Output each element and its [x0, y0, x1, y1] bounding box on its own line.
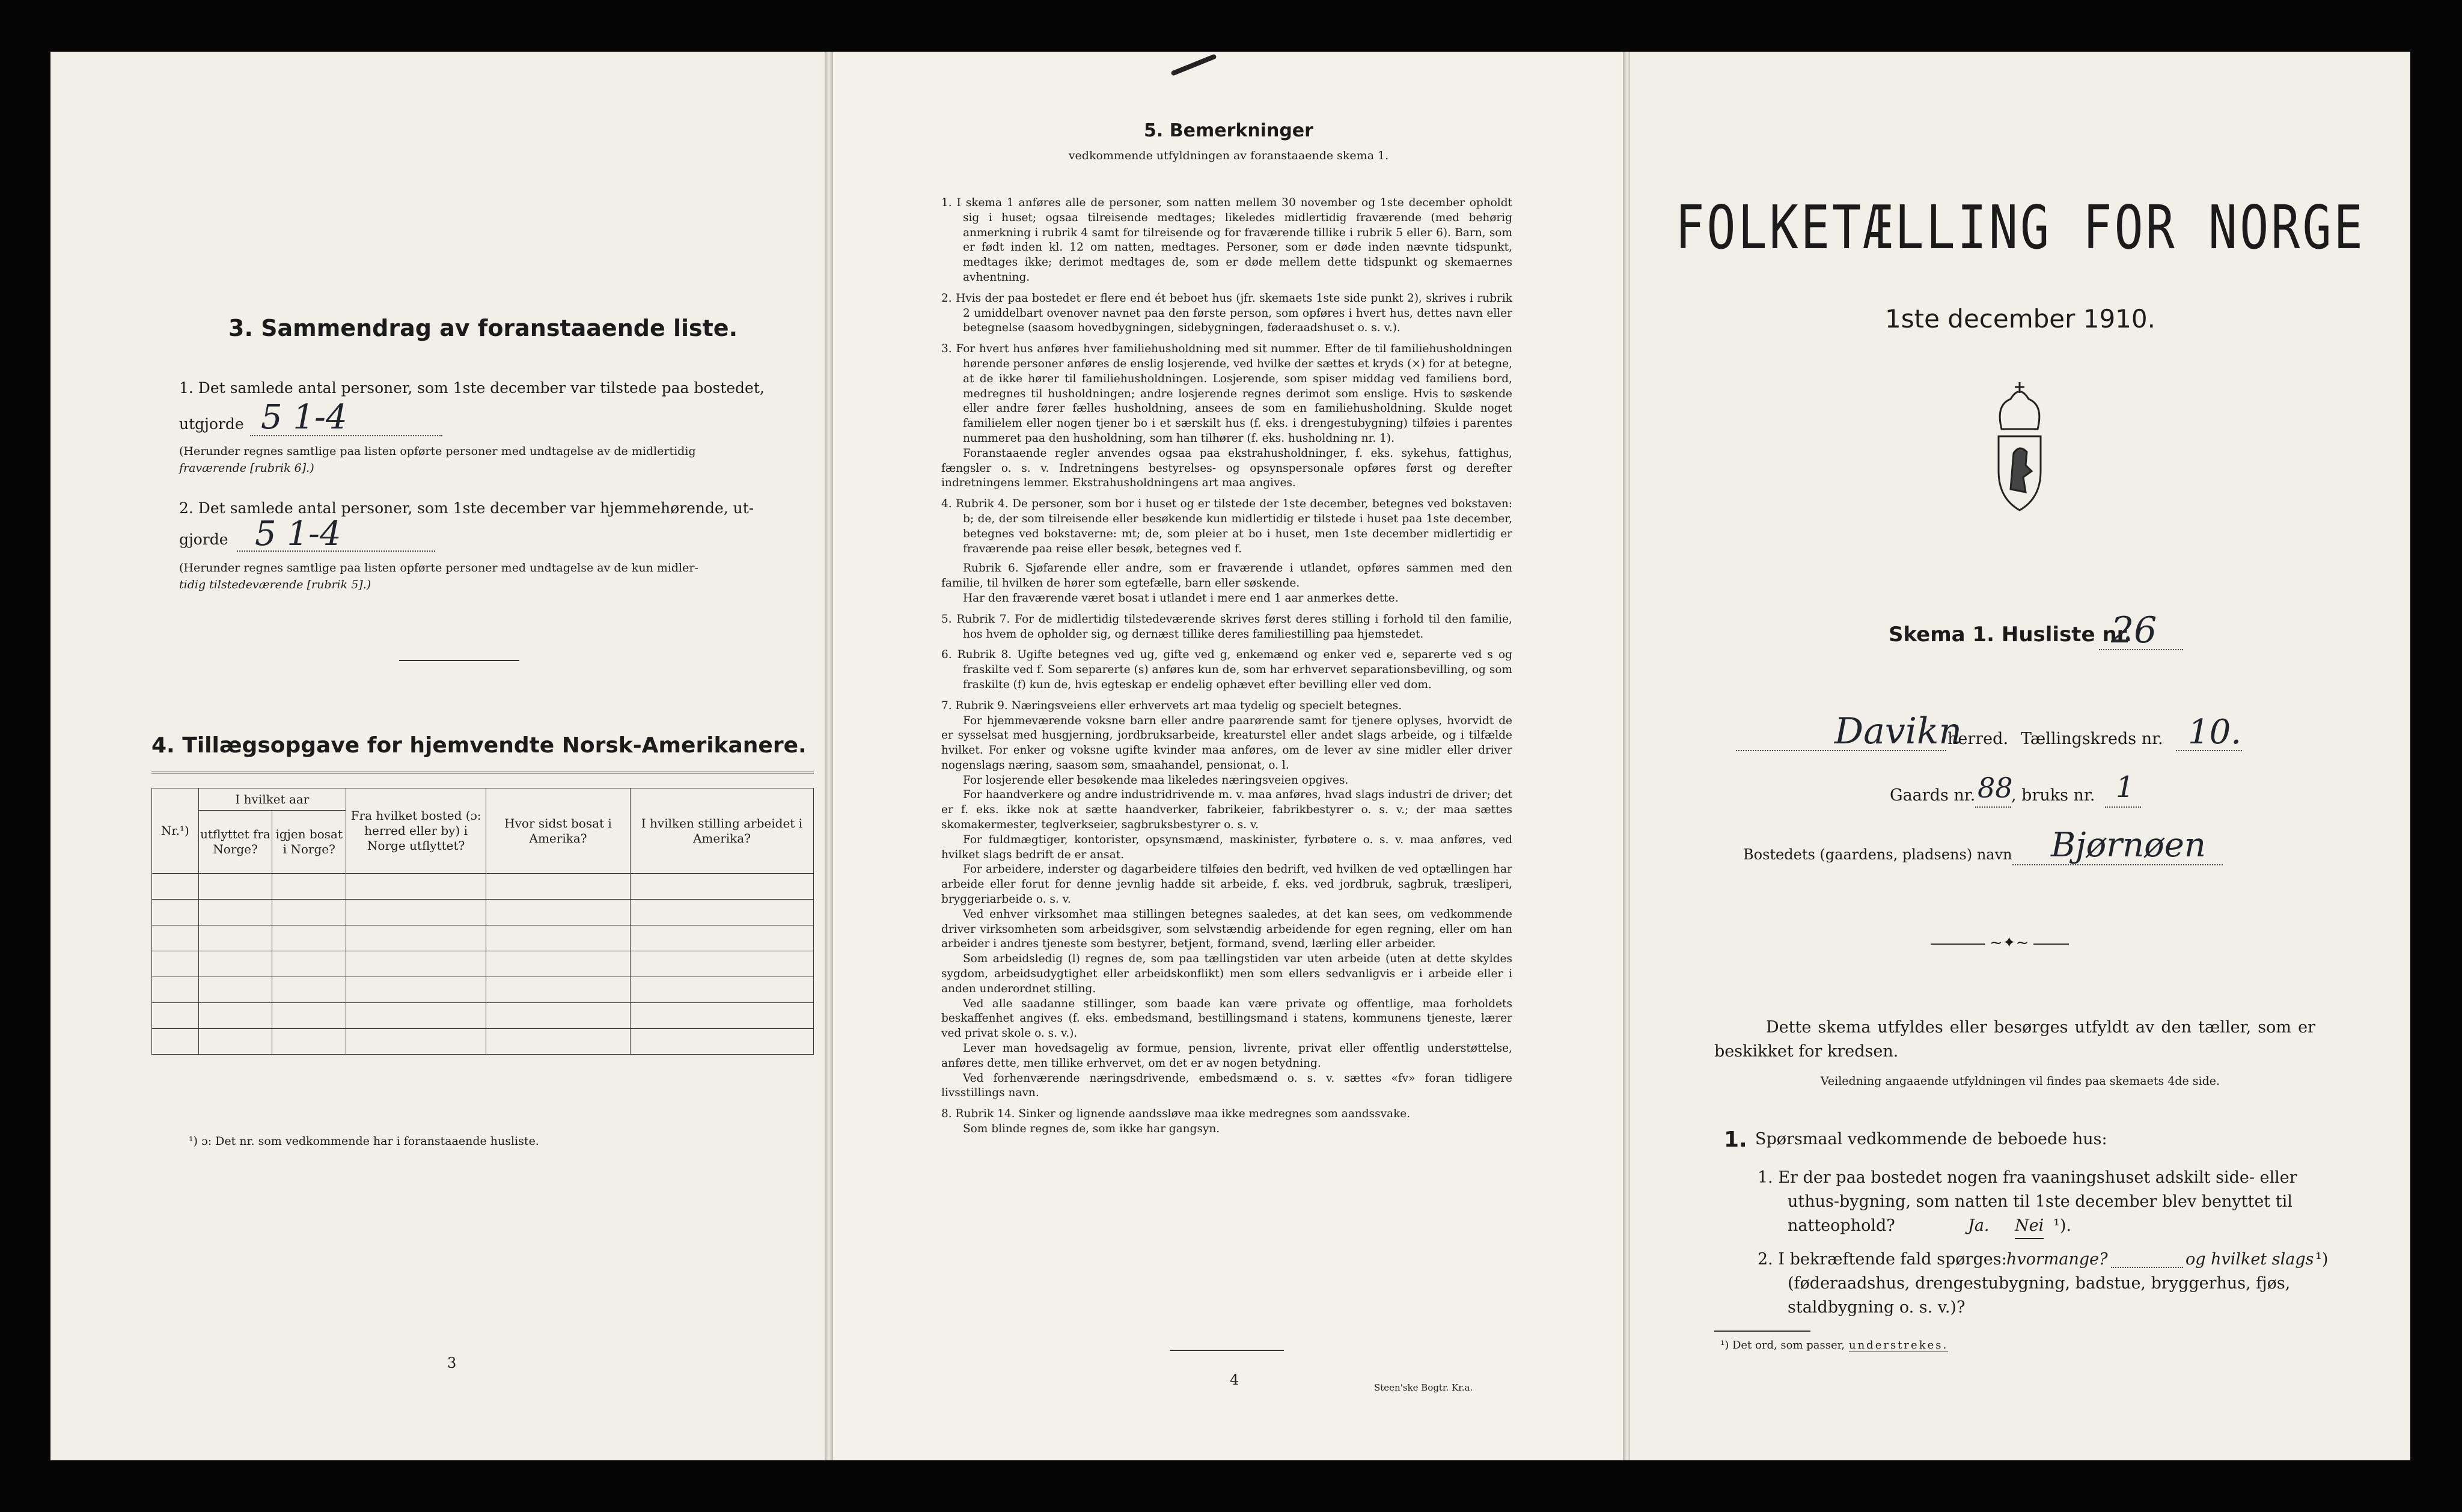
- skema-label: Skema 1. Husliste nr.: [1889, 623, 2132, 647]
- item-2-prefix: gjorde: [179, 531, 228, 548]
- remark-4c: Har den fraværende været bosat i utlandet i mere end 1 aar anmerkes dette.: [963, 591, 1399, 605]
- section-3-title: 3. Sammendrag av foranstaaende liste.: [228, 315, 738, 341]
- th-utflyttet: utflyttet fra Norge?: [198, 811, 272, 874]
- table-footnote: ¹) ɔ: Det nr. som vedkommende har i foranstaaende husliste.: [189, 1135, 539, 1148]
- item-2-note-b: tidig tilstedeværende [rubrik 5].): [179, 578, 371, 591]
- remark-7d: For haandverkere og andre industridrivende m. v. maa anføres, hvad slags industri de driver; det er f. eks. ikke nok at sætte haandverker, fabrikeier, fabrikbestyrer o. s. v.; der maa sættes skomakermester, teglverkseier, sagbruksbestyrer o. s. v.: [941, 788, 1512, 832]
- gaards-handwritten: 88: [1978, 772, 2013, 804]
- item-2-text: 2. Det samlede antal personer, som 1ste december var hjemmehørende, ut-: [179, 499, 754, 517]
- remark-4b: Rubrik 6. Sjøfarende eller andre, som er fraværende i utlandet, opføres sammen med den familie, til hvilken de hører som egtefælle, barn eller søskende.: [941, 562, 1512, 590]
- item-1-prefix: utgjorde: [179, 415, 244, 433]
- table-row: [152, 874, 814, 900]
- table-row: [152, 951, 814, 977]
- remark-4: 4. Rubrik 4. De personer, som bor i huset og er tilstede der 1ste december, betegnes ved bokstaven: b; de, der som tilreisende eller besøkende kun midlertidig er tilstede i huset paa 1ste december, betegnes ved bokstaverne: mt; de, som pleier at bo i huset, men 1ste december midlertidig er fraværende paa reise eller besøk, betegnes ved f.: [941, 498, 1512, 555]
- page-left: [50, 52, 829, 1460]
- footnote-underline: understrekes.: [1849, 1339, 1949, 1352]
- question-head-number: 1.: [1724, 1127, 1747, 1152]
- th-sidst-bosat: Hvor sidst bosat i Amerika?: [486, 788, 631, 874]
- page-number: 3: [447, 1355, 457, 1371]
- remark-2: 2. Hvis der paa bostedet er flere end ét beboet hus (jfr. skemaets 1ste side punkt 2), skrives i rubrik 2 umiddelbart ovenover navnet paa den første person, som opføres i hvert hus, dettes navn eller betegnelse (saasom hovedbygningen, sidebygningen, føderaadshuset o. s. v.).: [941, 291, 1512, 335]
- table-row: [152, 900, 814, 925]
- bruks-dotline: [2105, 806, 2141, 808]
- question-2-slags: og hvilket slags: [2186, 1250, 2314, 1269]
- remark-7f: For arbeidere, inderster og dagarbeidere tilføies den bedrift, ved hvilken de ved optællingen har arbeide eller forut for denne jevnlig hadde sit arbeide, f. eks. ved jordbruk, sagbruk, træsliperi, bryggeriarbeide o. s. v.: [941, 863, 1512, 906]
- remark-7i: Ved alle saadanne stillinger, som baade kan være private og offentlige, maa forholdets beskaffenhet angives (f. eks. embedsmand, bestillingsmand i statens, kommunens tjeneste, lærer ved privat skole o. s. v.).: [941, 997, 1512, 1040]
- answer-nei-underlined: Nei: [2015, 1214, 2044, 1239]
- remarks-end-rule: [1170, 1350, 1284, 1351]
- kreds-label: Tællingskreds nr.: [2021, 730, 2163, 748]
- remark-7k: Ved forhenværende næringsdrivende, embedsmænd o. s. v. sættes «fv» foran tidligere livsstillings navn.: [941, 1072, 1512, 1100]
- bosted-handwritten: Bjørnøen: [2051, 826, 2206, 865]
- remark-3b: Foranstaaende regler anvendes ogsaa paa ekstrahusholdninger, f. eks. sykehus, fattighus, fængsler o. s. v. Indretningens bestyrelses- og opsynspersonale opføres først og derefter indretningens lemmer. Ekstrahusholdningens art maa angives.: [941, 447, 1512, 490]
- remark-3: 3. For hvert hus anføres hver familiehusholdning med sit nummer. Efter de til familiehusholdningen hørende personer anføres de enslig losjerende, ved hvilke der sættes et kryds (×) for at betegne, at de ikke hører til familiehusholdningen. Losjerende, som spiser middag ved familiens bord, medregnes til husholdningen; andre losjerende regnes derimot som enslige. Hvis to søskende eller andre fører fælles husholdning, ansees de som en familiehusholdning. Skulde noget familielem eller nogen tjener bo i et særskilt hus (f. eks. i drengestubygning) tilføies i parentes nummeret paa den husholdning, som han tilhører (f. eks. husholdning nr. 1).: [941, 343, 1512, 445]
- bruks-label: , bruks nr.: [2011, 786, 2095, 805]
- intro-note: Veiledning angaaende utfyldningen vil findes paa skemaets 4de side.: [1820, 1075, 2220, 1088]
- coat-of-arms-icon: [1984, 381, 2056, 516]
- remark-7b: For hjemmeværende voksne barn eller andre paarørende samt for tjenere oplyses, hvorvidt de er sysselsat med husgjerning, jordbruksarbeide, kreaturstel eller andet slags arbeide, og i tilfælde hvilket. For enker og voksne ugifte kvinder maa anføres, om de lever av sine midler eller driver nogenslags næring, saasom søm, smaahandel, pensionat, o. l.: [941, 714, 1512, 772]
- norsk-amerikanere-table: [151, 788, 814, 1055]
- question-head: Spørsmaal vedkommende de beboede hus:: [1755, 1130, 2107, 1148]
- bosted-label: Bostedets (gaardens, pladsens) navn: [1743, 846, 2012, 863]
- ink-mark: [1170, 53, 1217, 76]
- table-row: [152, 925, 814, 951]
- item-1-text: 1. Det samlede antal personer, som 1ste december var tilstede paa bostedet,: [179, 379, 765, 397]
- gaards-label: Gaards nr.: [1890, 786, 1976, 805]
- question-2-hvormange: hvormange?: [2006, 1250, 2108, 1269]
- question-2-detail: (føderaadshus, drengestubygning, badstue, bryggerhus, fjøs, staldbygning o. s. v.)?: [1788, 1274, 2291, 1317]
- gaards-dotline: [1975, 806, 2011, 808]
- remark-7g: Ved enhver virksomhet maa stillingen betegnes saaledes, at det kan sees, om vedkommende driver virksomheten som arbeidsgiver, som selvstændig arbeidende for egen regning, eller om han arbeider i andres tjeneste som bestyrer, betjent, formand, svend, lærling eller arbeider.: [941, 907, 1512, 951]
- footnote: ¹) Det ord, som passer,: [1720, 1339, 1845, 1352]
- remark-1: 1. I skema 1 anføres alle de personer, som natten mellem 30 november og 1ste december opholdt sig i huset; ogsaa tilreisende medtages; likeledes midlertidig fraværende (med behørig anmerkning i rubrik 4 samt for tilreisende og for fraværende tillike i rubrik 5 eller 6). Barn, som er født inden kl. 12 om natten, medtages. Personer, som er døde inden nævnte tidspunkt, medtages ikke; derimot medtages de, som er døde mellem dette tidspunkt og skemaernes avhentning.: [941, 197, 1512, 284]
- th-bosted: Fra hvilket bosted (ɔ: herred eller by) i Norge utflyttet?: [346, 788, 486, 874]
- item-2-handwritten-value: 5 1-4: [255, 514, 341, 553]
- remark-7h: Som arbeidsledig (l) regnes de, som paa tællingstiden var uten arbeide (uten at dette skyldes sygdom, arbeidsudygtighet eller arbeidskonflikt) men som ellers sedvanligvis er i arbeide eller i anden underordnet stilling.: [941, 953, 1512, 995]
- section-divider: [399, 660, 519, 661]
- question-1: 1. Er der paa bostedet nogen fra vaaningshuset adskilt side- eller uthus-bygning, som natten til 1ste december blev benyttet til natteophold?: [1758, 1168, 2297, 1235]
- remark-7: 7. Rubrik 9. Næringsveiens eller erhvervets art maa tydelig og specielt betegnes.: [941, 699, 1402, 712]
- th-nr: Nr.¹): [152, 788, 199, 874]
- question-2: 2. I bekræftende fald spørges:: [1758, 1250, 2007, 1269]
- remark-7e: For fuldmægtiger, kontorister, opsynsmænd, maskinister, fyrbøtere o. s. v. maa anføres, ved hvilket slags bedrift de er ansat.: [941, 833, 1512, 861]
- page-number: 4: [1230, 1371, 1239, 1388]
- item-1-note-b: fraværende [rubrik 6].): [179, 462, 314, 475]
- th-hvilket-aar: I hvilket aar: [198, 788, 346, 811]
- section-4-title: 4. Tillægsopgave for hjemvendte Norsk-Amerikanere.: [151, 733, 807, 758]
- page-right: [1630, 52, 2410, 1460]
- remark-7j: Lever man hovedsagelig av formue, pension, livrente, privat eller offentlig understøttelse, anføres dette, men tillike erhvervet, om det er av nogen betydning.: [941, 1042, 1512, 1070]
- page-middle: [833, 52, 1624, 1460]
- footnote-rule: [1714, 1331, 1810, 1332]
- answer-ja: Ja.: [1968, 1216, 1990, 1235]
- remark-8: 8. Rubrik 14. Sinker og lignende aandssløve maa ikke medregnes som aandssvake.: [941, 1108, 1411, 1121]
- kreds-handwritten: 10.: [2188, 713, 2242, 752]
- remark-7c: For losjerende eller besøkende maa likeledes næringsveien opgives.: [963, 773, 1349, 787]
- intro-text: Dette skema utfyldes eller besørges utfyldt av den tæller, som er beskikket for kredsen.: [1714, 1018, 2315, 1061]
- remark-8b: Som blinde regnes de, som ikke har gangsyn.: [963, 1123, 1220, 1136]
- remarks-subtitle: vedkommende utfyldningen av foranstaaende skema 1.: [1068, 149, 1389, 162]
- item-1-handwritten-value: 5 1-4: [261, 398, 347, 437]
- item-2-note-a: (Herunder regnes samtlige paa listen opførte personer med undtagelse av de kun midler-: [179, 561, 698, 575]
- table-row: [152, 1029, 814, 1055]
- remark-5: 5. Rubrik 7. For de midlertidig tilstedeværende skrives først deres stilling i forhold til den familie, hos hvem de opholder sig, og dernæst tillike deres familiestilling paa hjemstedet.: [941, 612, 1512, 641]
- table-top-rule: [151, 772, 814, 773]
- printer-imprint: Steen'ske Bogtr. Kr.a.: [1374, 1382, 1473, 1393]
- remarks-body: [941, 196, 1512, 1137]
- husliste-handwritten: 26: [2111, 609, 2157, 651]
- page-fold: [825, 52, 833, 1460]
- th-stilling: I hvilken stilling arbeidet i Amerika?: [630, 788, 813, 874]
- bruks-handwritten: 1: [2116, 770, 2134, 804]
- census-date: 1ste december 1910.: [1885, 304, 2155, 334]
- th-igjen-bosat: igjen bosat i Norge?: [272, 811, 346, 874]
- answer-nei-mark: ¹).: [2053, 1216, 2071, 1235]
- table-row: [152, 977, 814, 1003]
- herred-label: herred.: [1947, 730, 2009, 748]
- ornament-icon: ~✦~: [1985, 934, 2033, 952]
- item-1-note-a: (Herunder regnes samtlige paa listen opførte personer med undtagelse av de midlertidig: [179, 445, 696, 458]
- hvormange-dotline: [2111, 1267, 2183, 1268]
- remark-6: 6. Rubrik 8. Ugifte betegnes ved ug, gifte ved g, enkemænd og enker ved e, separerte ved s og fraskilte ved f. Som separerte (s) anføres kun de, som har erhvervet separationsbevilling, og som fraskilte (f) kun de, hvis egteskap er endelig ophævet efter bevilling eller ved dom.: [941, 648, 1512, 691]
- question-2-mark: ¹): [2315, 1250, 2329, 1269]
- census-title: FOLKETÆLLING FOR NORGE: [1675, 192, 2365, 263]
- herred-handwritten: Davikn: [1834, 710, 1962, 752]
- remarks-title: 5. Bemerkninger: [1144, 120, 1313, 141]
- table-row: [152, 1003, 814, 1029]
